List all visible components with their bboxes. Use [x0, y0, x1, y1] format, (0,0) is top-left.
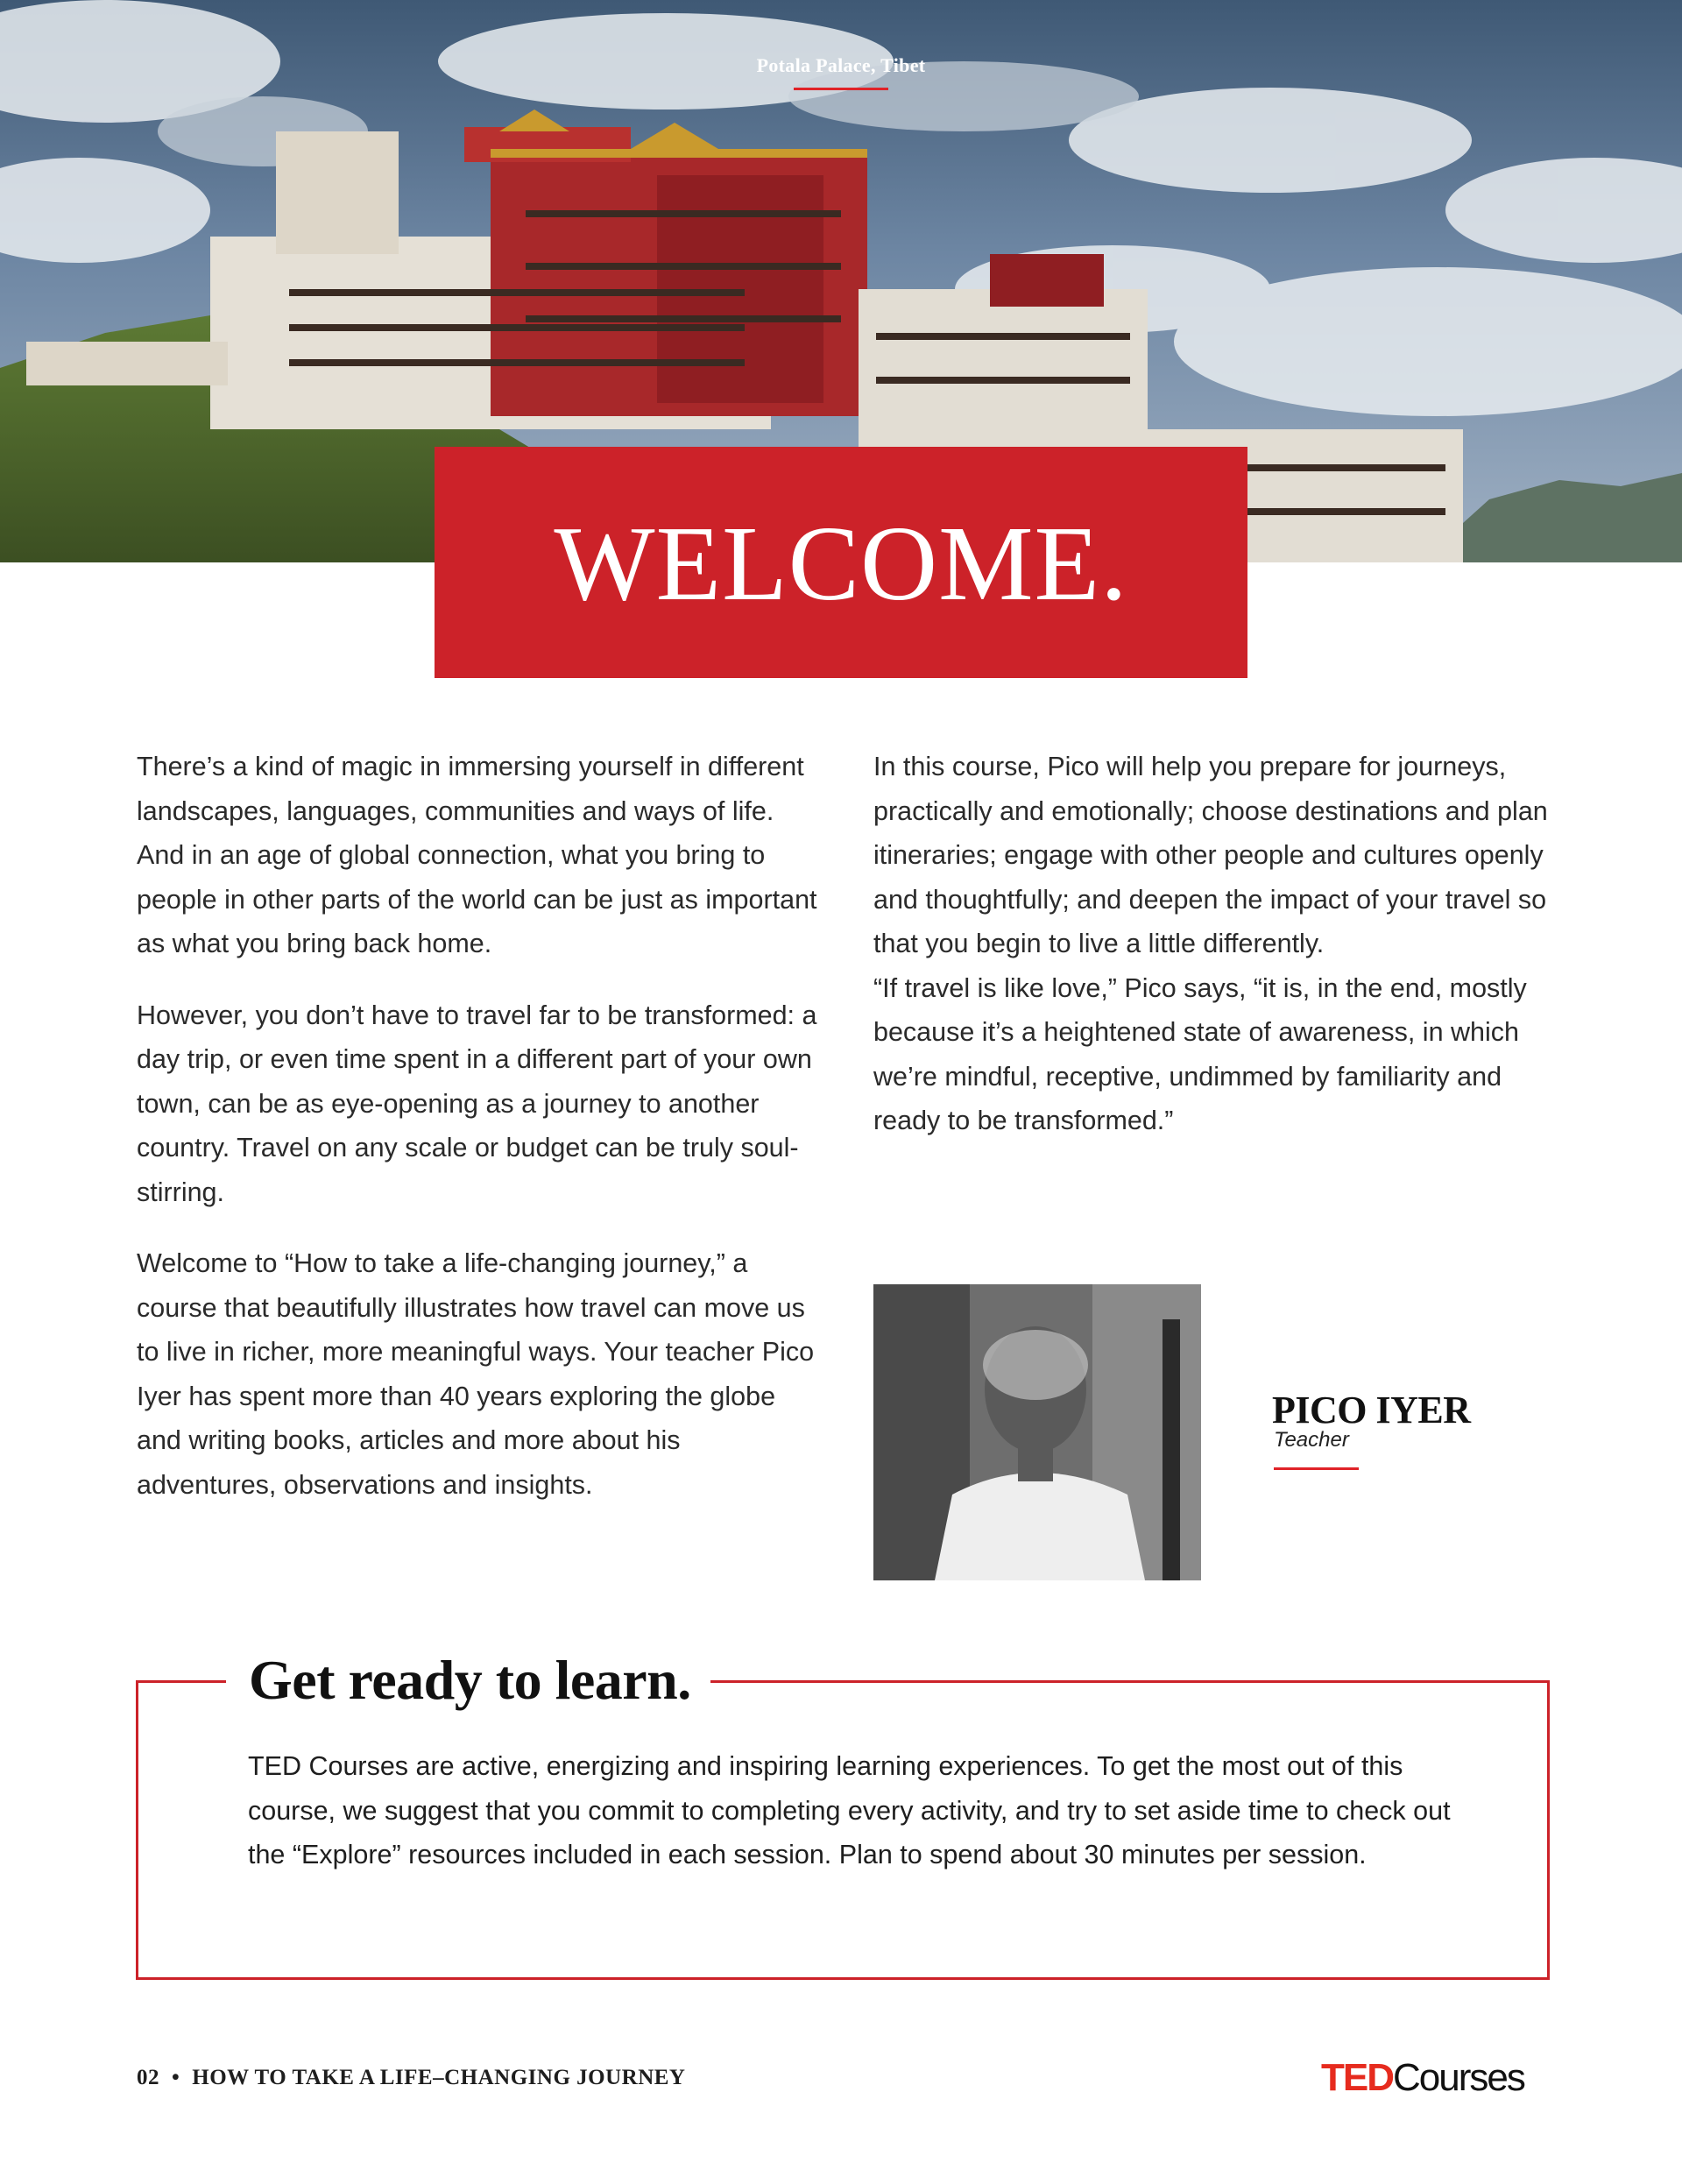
- footer-page-info: [137, 2066, 685, 2090]
- caption-underline: [794, 88, 888, 90]
- teacher-role: Teacher: [1274, 1428, 1349, 1452]
- paragraph: There’s a kind of magic in immersing yourself in different landscapes, languages, communities and ways of life. And in an age of global connection, what you bring to people in other parts of the world can be just as important as what you bring back home.: [137, 752, 817, 958]
- paragraph: In this course, Pico will help you prepare for journeys, practically and emotionally; choose destinations and plan itineraries; engage with other people and cultures openly and thoughtfully; and deepen the impact of your travel so that you begin to live a little differently.: [873, 752, 1548, 958]
- intro-right-column: [873, 745, 1565, 1170]
- paragraph: Welcome to “How to take a life-changing journey,” a course that beautifully illustrates how travel can move us to live in richer, more meaningful ways. Your teacher Pico Iyer has spent more than 40 years exploring the globe and writing books, articles and more about his adventures, observations and insights.: [137, 1248, 815, 1500]
- intro-left-column: [137, 745, 820, 1534]
- get-ready-heading: Get ready to learn.: [226, 1643, 710, 1717]
- ted-courses-logo: [1321, 2055, 1524, 2101]
- page-number: 02: [137, 2066, 159, 2089]
- course-title: HOW TO TAKE A LIFE–CHANGING JOURNEY: [192, 2066, 686, 2089]
- welcome-title: WELCOME.: [554, 505, 1128, 623]
- welcome-banner: [435, 447, 1247, 678]
- quote-paragraph: “If travel is like love,” Pico says, “it is, in the end, mostly because it’s a heightened state of awareness, in which we’re mindful, receptive, undimmed by familiarity and ready to be transformed.”: [873, 972, 1527, 1135]
- logo-courses: Courses: [1393, 2056, 1524, 2099]
- teacher-name: PICO IYER: [1272, 1389, 1471, 1431]
- logo-ted: TED: [1321, 2056, 1393, 2099]
- photo-caption: Potala Palace, Tibet: [756, 54, 926, 76]
- footer-separator: •: [172, 2066, 180, 2089]
- get-ready-text: TED Courses are active, energizing and inspiring learning experiences. To get the most out of this course, we suggest that you commit to completing every activity, and try to set aside time to check out the “Explore” resources included in each session. Plan to spend about 30 minutes per session.: [248, 1751, 1451, 1869]
- teacher-underline: [1274, 1467, 1359, 1470]
- teacher-portrait: [873, 1284, 1201, 1580]
- portrait-photo: [873, 1284, 1201, 1580]
- paragraph: However, you don’t have to travel far to be transformed: a day trip, or even time spent in a different part of your own town, can be as eye-opening as a journey to another country. Travel on any scale or budget can be truly soul-stirring.: [137, 1000, 817, 1207]
